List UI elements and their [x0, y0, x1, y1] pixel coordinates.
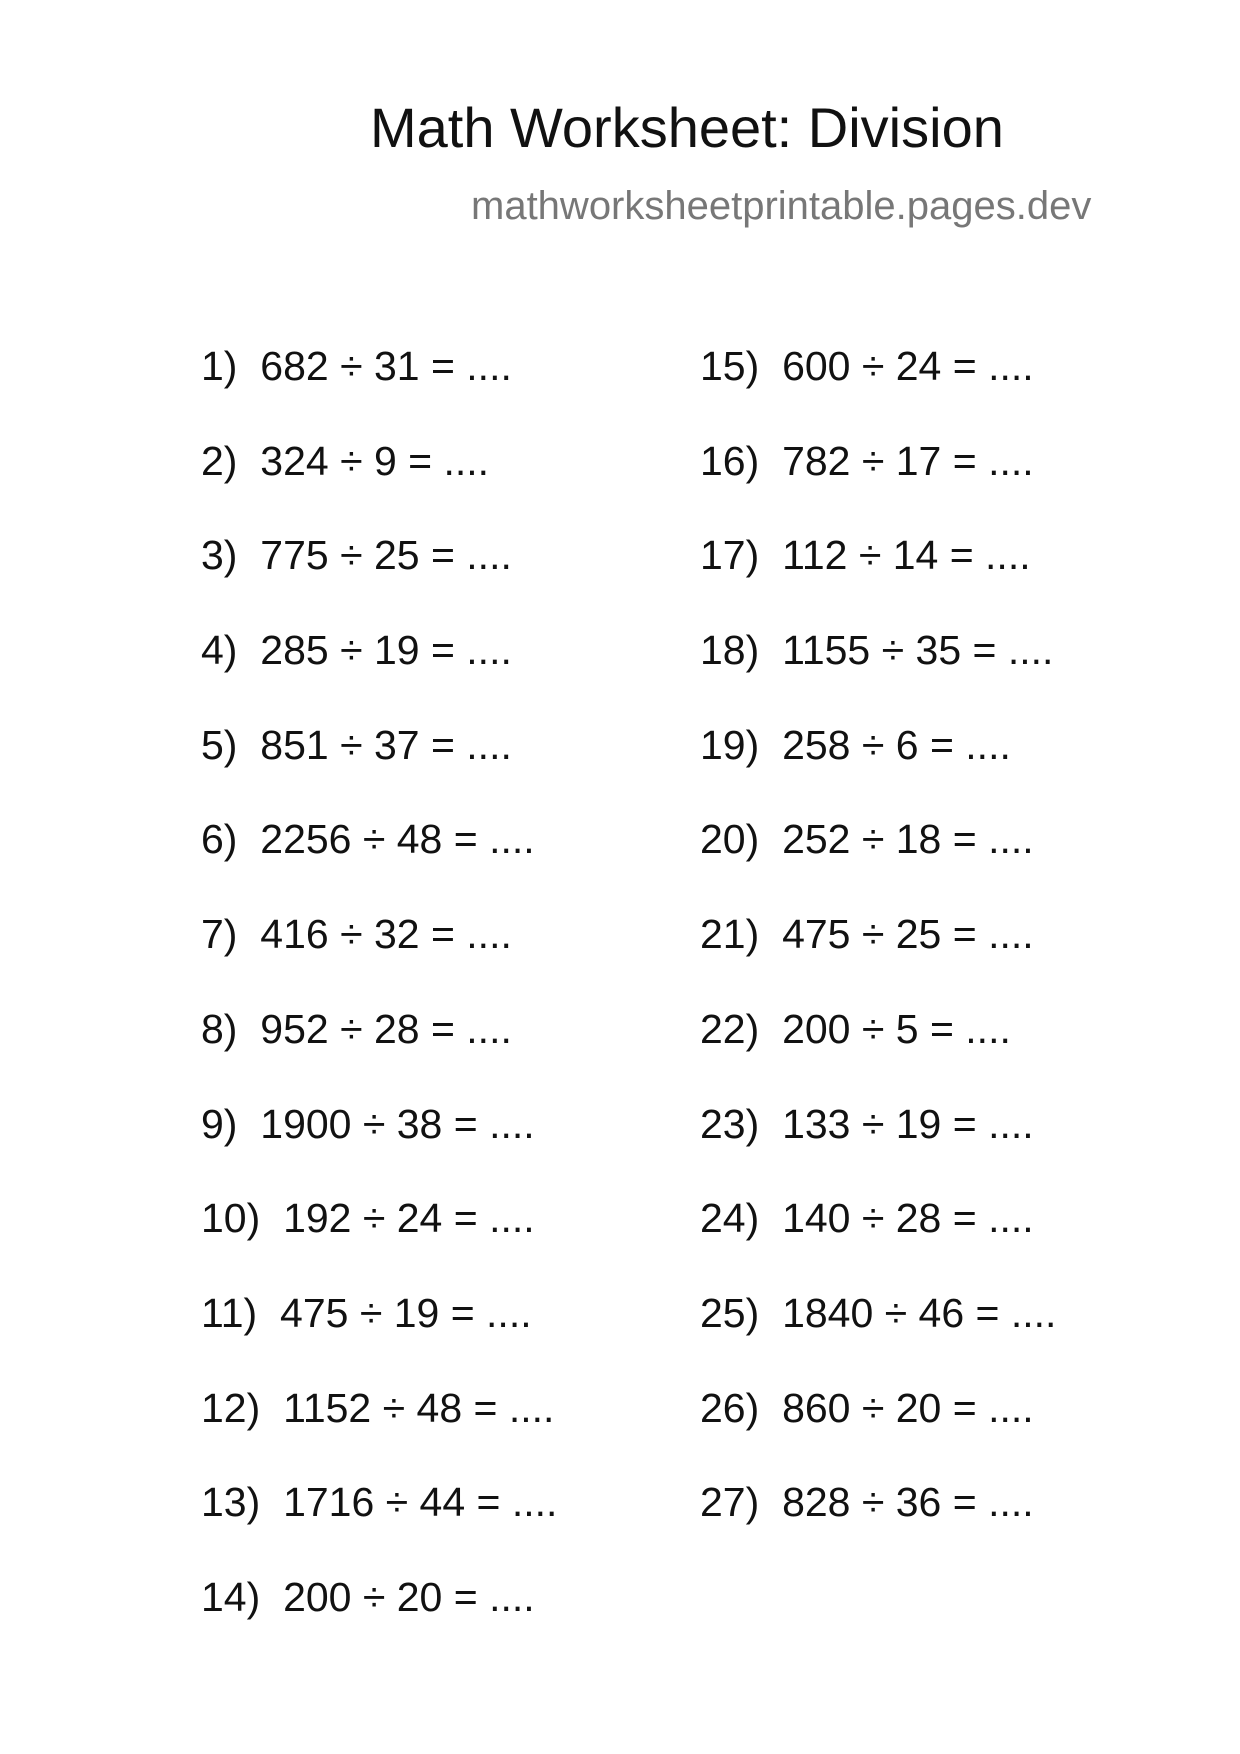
problem-expression: 252 ÷ 18 = ....	[782, 816, 1034, 863]
problem-expression: 324 ÷ 9 = ....	[260, 437, 490, 484]
problem-expression: 112 ÷ 14 = ....	[782, 532, 1031, 579]
source-url: mathworksheetprintable.pages.dev	[471, 184, 1092, 228]
problem-expression: 775 ÷ 25 = ....	[260, 532, 512, 579]
problem-number: 17)	[700, 532, 760, 579]
problem-item	[700, 1289, 1057, 1388]
problem-expression: 860 ÷ 20 = ....	[782, 1384, 1034, 1431]
problem-expression: 1900 ÷ 38 = ....	[260, 1100, 535, 1147]
problem-list-right	[700, 343, 1057, 1577]
problem-expression: 782 ÷ 17 = ....	[782, 437, 1034, 484]
problem-item	[201, 1479, 558, 1577]
problem-item	[201, 627, 557, 725]
problem-list-left	[201, 343, 558, 1672]
problem-number: 25)	[700, 1289, 760, 1336]
problem-number: 22)	[700, 1005, 760, 1052]
problem-expression: 475 ÷ 25 = ....	[782, 911, 1034, 958]
problem-expression: 1152 ÷ 48 = ....	[283, 1384, 555, 1431]
problem-expression: 851 ÷ 37 = ....	[260, 721, 512, 768]
problem-number: 6)	[201, 816, 238, 863]
problem-item	[201, 1195, 557, 1293]
problem-number: 9)	[201, 1100, 238, 1147]
problem-item	[201, 1005, 557, 1104]
problem-expression: 258 ÷ 6 = ....	[782, 721, 1011, 768]
problem-number: 13)	[201, 1479, 261, 1526]
problem-item	[700, 627, 1056, 725]
problem-expression: 200 ÷ 5 = ....	[782, 1005, 1011, 1052]
problem-expression: 952 ÷ 28 = ....	[260, 1005, 512, 1052]
problem-number: 19)	[700, 721, 760, 768]
problem-expression: 1716 ÷ 44 = ....	[283, 1479, 558, 1526]
problem-item	[700, 1479, 1056, 1577]
problem-item	[201, 721, 557, 820]
problem-item	[700, 816, 1056, 914]
problem-number: 2)	[201, 437, 238, 484]
problem-item	[201, 532, 557, 630]
problem-item	[700, 1384, 1056, 1483]
worksheet-title: Math Worksheet: Division	[370, 96, 1004, 159]
problem-item	[201, 911, 557, 1009]
problem-expression: 682 ÷ 31 = ....	[260, 343, 512, 389]
problem-number: 18)	[700, 627, 760, 674]
problem-number: 5)	[201, 721, 238, 768]
problem-item	[201, 816, 557, 914]
problem-number: 23)	[700, 1100, 760, 1147]
problem-item	[700, 721, 1056, 820]
problem-expression: 200 ÷ 20 = ....	[283, 1573, 535, 1620]
problem-expression: 140 ÷ 28 = ....	[782, 1195, 1034, 1242]
problem-number: 10)	[201, 1195, 261, 1242]
problem-number: 21)	[700, 911, 760, 958]
problem-number: 20)	[700, 816, 760, 863]
problem-item	[700, 1005, 1056, 1104]
problem-expression: 192 ÷ 24 = ....	[283, 1195, 535, 1242]
problem-item	[201, 343, 557, 441]
problem-expression: 1840 ÷ 46 = ....	[782, 1289, 1057, 1336]
problem-number: 26)	[700, 1384, 760, 1431]
problem-item	[700, 343, 1056, 441]
problem-expression: 600 ÷ 24 = ....	[782, 343, 1034, 389]
problem-number: 27)	[700, 1479, 760, 1526]
problem-number: 4)	[201, 627, 238, 674]
problem-expression: 1155 ÷ 35 = ....	[782, 627, 1054, 674]
problem-number: 14)	[201, 1573, 261, 1620]
problem-item	[700, 437, 1056, 536]
problem-item	[700, 532, 1056, 630]
problem-expression: 133 ÷ 19 = ....	[782, 1100, 1034, 1147]
problem-number: 16)	[700, 437, 760, 484]
problem-item	[201, 1100, 557, 1199]
problem-number: 1)	[201, 343, 238, 389]
problem-item	[700, 911, 1056, 1009]
problem-item	[201, 1384, 557, 1483]
problem-item	[700, 1100, 1056, 1199]
problem-number: 12)	[201, 1384, 261, 1431]
problem-number: 11)	[201, 1289, 258, 1336]
problem-expression: 475 ÷ 19 = ....	[280, 1289, 532, 1336]
problem-expression: 2256 ÷ 48 = ....	[260, 816, 535, 863]
problem-expression: 285 ÷ 19 = ....	[260, 627, 512, 674]
problem-expression: 416 ÷ 32 = ....	[260, 911, 512, 958]
problem-number: 8)	[201, 1005, 238, 1052]
problem-item	[201, 437, 557, 536]
problem-number: 3)	[201, 532, 238, 579]
problem-item	[201, 1573, 557, 1672]
problem-item	[201, 1289, 557, 1388]
problem-number: 7)	[201, 911, 238, 958]
problem-number: 15)	[700, 343, 760, 389]
problem-item	[700, 1195, 1056, 1293]
problem-expression: 828 ÷ 36 = ....	[782, 1479, 1034, 1526]
problem-number: 24)	[700, 1195, 760, 1242]
